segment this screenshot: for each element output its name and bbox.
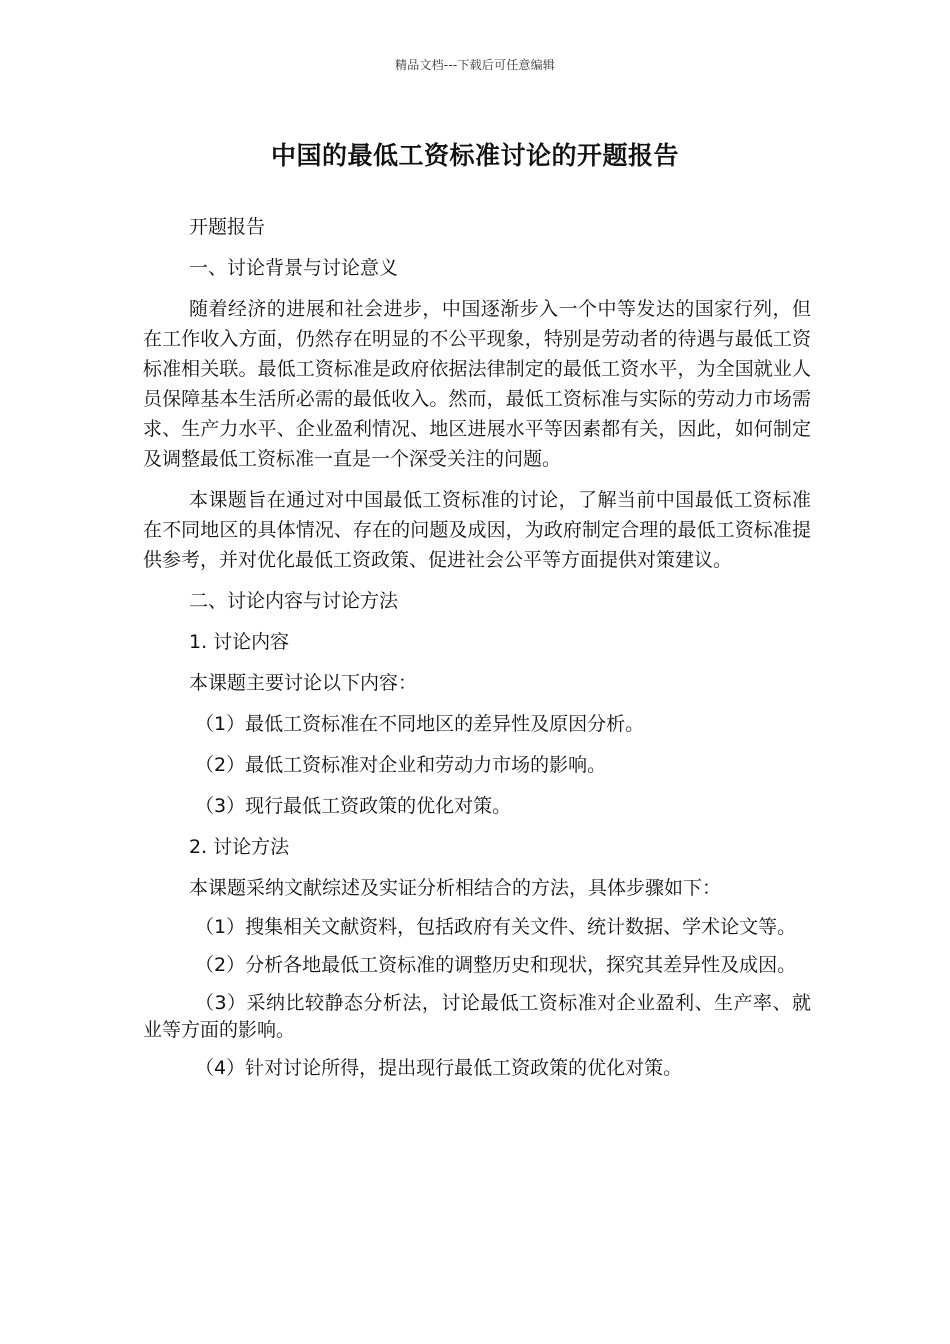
list-item: （2）最低工资标准对企业和劳动力市场的影响。 <box>195 754 607 776</box>
list-item: （1）搜集相关文献资料，包括政府有关文件、统计数据、学术论文等。 <box>195 916 797 938</box>
list-item: （4）针对讨论所得，提出现行最低工资政策的优化对策。 <box>195 1057 683 1079</box>
page-header-note: 精品文档---下载后可任意编辑 <box>395 58 555 72</box>
document-body <box>143 212 811 1093</box>
subheading-method: 2. 讨论方法 <box>189 836 290 858</box>
list-item: （1）最低工资标准在不同地区的差异性及原因分析。 <box>195 713 645 735</box>
list-item: （3）采纳比较静态分析法，讨论最低工资标准对企业盈利、生产率、就业等方面的影响。 <box>143 992 811 1041</box>
subheading-content: 1. 讨论内容 <box>189 631 290 653</box>
list-item: （2）分析各地最低工资标准的调整历史和现状，探究其差异性及成因。 <box>195 954 797 976</box>
paragraph-purpose: 本课题旨在通过对中国最低工资标准的讨论，了解当前中国最低工资标准在不同地区的具体情况、存在的问题及成因，为政府制定合理的最低工资标准提供参考，并对优化最低工资政策、促进社会公平等方面提供对策建议。 <box>143 489 811 571</box>
report-label: 开题报告 <box>189 216 266 238</box>
method-intro: 本课题采纳文献综述及实证分析相结合的方法，具体步骤如下： <box>189 877 722 899</box>
paragraph-background: 随着经济的进展和社会进步，中国逐渐步入一个中等发达的国家行列，但在工作收入方面，仍然存在明显的不公平现象，特别是劳动者的待遇与最低工资标准相关联。最低工资标准是政府依据法律制定的最低工资水平，为全国就业人员保障基本生活所必需的最低收入。然而，最低工资标准与实际的劳动力市场需求、生产力水平、企业盈利情况、地区进展水平等因素都有关，因此，如何制定及调整最低工资标准一直是一个深受关注的问题。 <box>143 298 811 470</box>
document-title: 中国的最低工资标准讨论的开题报告 <box>270 141 679 170</box>
section-heading-background: 一、讨论背景与讨论意义 <box>189 257 399 279</box>
list-item: （3）现行最低工资政策的优化对策。 <box>195 795 512 817</box>
section-heading-content-method: 二、讨论内容与讨论方法 <box>189 590 399 612</box>
content-intro: 本课题主要讨论以下内容： <box>189 672 418 694</box>
